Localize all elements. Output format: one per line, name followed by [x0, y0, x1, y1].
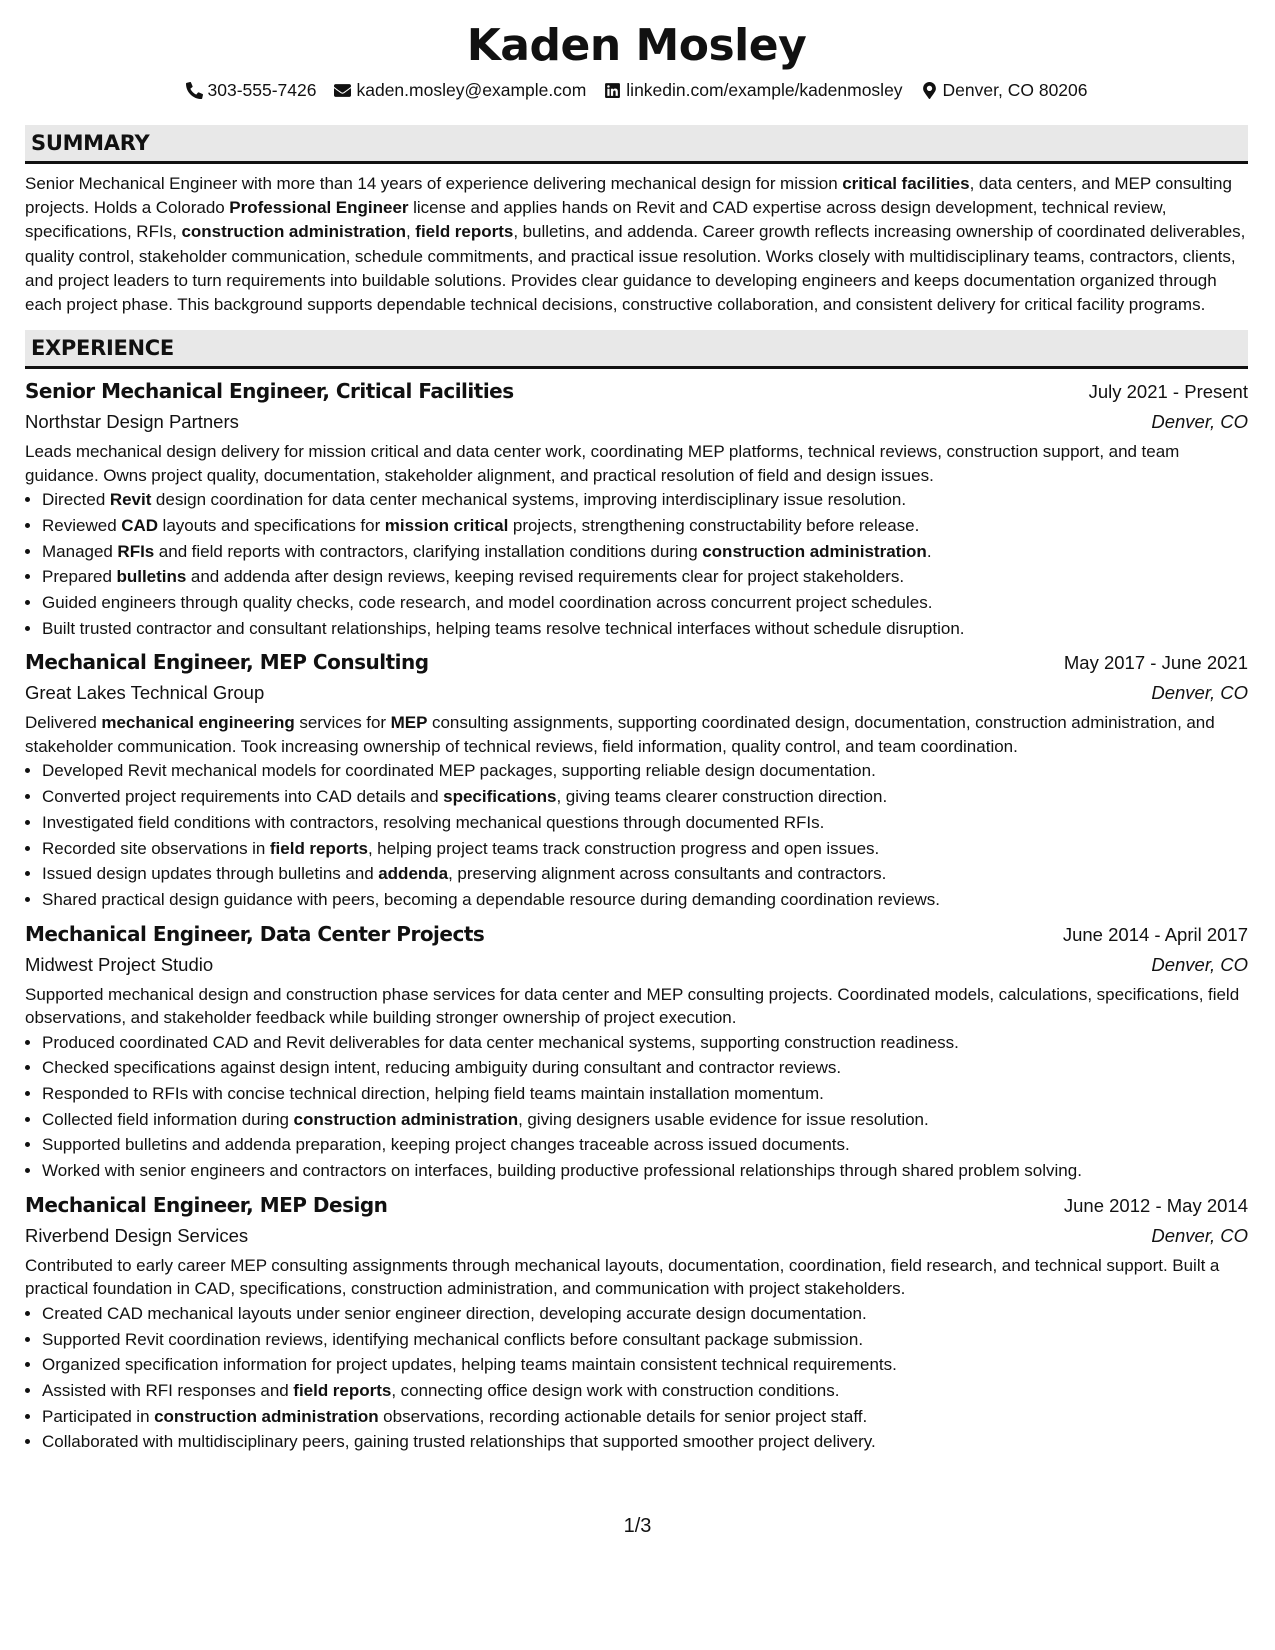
bullet-item [42, 1030, 1248, 1056]
bullet-item [42, 836, 1248, 862]
bullet-item [42, 616, 1248, 642]
job-location: Denver, CO [1151, 1224, 1248, 1246]
bold-text: specifications [443, 787, 557, 807]
job-title-row [25, 1190, 1248, 1221]
bullet-item [42, 1081, 1248, 1107]
text-segment: and field reports with contractors, clarifying installation conditions during [154, 541, 703, 561]
bold-text: field reports [415, 222, 514, 242]
job-dates: June 2012 - May 2014 [1063, 1194, 1248, 1216]
contact-email[interactable] [334, 78, 586, 102]
job-company-row [25, 950, 1248, 980]
text-segment: Supported Revit coordination reviews, identifying mechanical conflicts before consultant package submission. [42, 1329, 864, 1349]
phone-icon [186, 82, 203, 99]
linkedin-icon [604, 82, 621, 99]
bullet-item [42, 1404, 1248, 1430]
job-entry [25, 919, 1248, 1184]
job-title-row [25, 919, 1248, 950]
job-bullets [25, 487, 1248, 641]
job-dates: May 2017 - June 2021 [1063, 652, 1248, 674]
email-address[interactable]: kaden.mosley@example.com [356, 80, 587, 100]
job-entry [25, 376, 1248, 641]
text-segment: Assisted with RFI responses and [42, 1380, 294, 1400]
job-dates: June 2014 - April 2017 [1062, 923, 1248, 945]
text-segment: , giving teams clearer construction direction. [556, 787, 888, 807]
bullet-item [42, 564, 1248, 590]
text-segment: Guided engineers through quality checks, code research, and model coordination across concurrent project schedules. [42, 593, 933, 613]
text-segment: Delivered [25, 713, 102, 733]
text-segment: Reviewed [42, 515, 122, 535]
bullet-item [42, 1301, 1248, 1327]
contact-phone [186, 78, 317, 102]
job-bullets [25, 1301, 1248, 1455]
bold-text: RFIs [117, 541, 155, 561]
text-segment: Produced coordinated CAD and Revit deliverables for data center mechanical systems, supporting construction readiness. [42, 1032, 959, 1052]
text-segment: , preserving alignment across consultants and contractors. [448, 864, 887, 884]
candidate-name: Kaden Mosley [466, 20, 807, 71]
text-segment: , data centers, and MEP consulting projects. Holds a Colorado [25, 174, 1232, 218]
bold-text: critical facilities [842, 174, 970, 193]
bullet-item [42, 1107, 1248, 1133]
linkedin-url[interactable]: linkedin.com/example/kadenmosley [626, 80, 903, 100]
map-marker-icon [921, 82, 938, 99]
text-segment: , helping project teams track construction progress and open issues. [367, 838, 880, 858]
bold-text: construction administration [293, 1109, 519, 1129]
text-segment: observations, recording actionable details for senior project staff. [378, 1406, 868, 1426]
location-text: Denver, CO 80206 [942, 80, 1088, 100]
job-company-row [25, 1221, 1248, 1251]
text-segment: Created CAD mechanical layouts under senior engineer direction, developing accurate design documentation. [42, 1303, 867, 1323]
job-location: Denver, CO [1151, 682, 1248, 704]
text-segment: projects, strengthening constructability before release. [508, 515, 920, 535]
bold-text: construction administration [702, 541, 927, 561]
text-segment: Directed [42, 490, 110, 510]
bold-text: mechanical engineering [101, 713, 295, 733]
text-segment: design coordination for data center mechanical systems, improving interdisciplinary issue resolution. [151, 490, 907, 510]
bullet-item [42, 887, 1248, 913]
text-segment: Shared practical design guidance with peers, becoming a dependable resource during demanding coordination reviews. [42, 889, 941, 909]
text-segment: Checked specifications against design intent, reducing ambiguity during consultant and contractor reviews. [42, 1058, 842, 1078]
text-segment: Collaborated with multidisciplinary peers, gaining trusted relationships that supported smoother project delivery. [42, 1432, 876, 1452]
job-dates: July 2021 - Present [1088, 381, 1248, 403]
text-segment: layouts and specifications for [158, 515, 385, 535]
bold-text: Revit [109, 490, 152, 510]
job-bullets [25, 758, 1248, 912]
bullet-item [42, 1378, 1248, 1404]
resume-page [25, 20, 1248, 1455]
bold-text: construction administration [154, 1406, 379, 1426]
bullet-item [42, 1158, 1248, 1184]
bold-text: construction administration [181, 222, 407, 242]
job-title-row [25, 647, 1248, 678]
summary-heading: SUMMARY [25, 125, 1248, 164]
text-segment: . [926, 541, 932, 561]
job-description [25, 1254, 1248, 1301]
page-number: 1/3 [623, 1515, 652, 1537]
job-company-row [25, 678, 1248, 708]
job-title: Mechanical Engineer, MEP Design [25, 1192, 388, 1217]
bold-text: addenda [378, 864, 449, 884]
bullet-item [42, 1327, 1248, 1353]
text-segment: Developed Revit mechanical models for coordinated MEP packages, supporting reliable design documentation. [42, 761, 876, 781]
bold-text: field reports [269, 838, 368, 858]
text-segment: , connecting office design work with construction conditions. [391, 1380, 840, 1400]
text-segment: license and applies hands on Revit and CAD expertise across design development, technical review, specifications, RFIs, [25, 198, 1167, 242]
bold-text: bulletins [116, 567, 187, 587]
text-segment: Issued design updates through bulletins and [42, 864, 379, 884]
text-segment: Recorded site observations in [42, 838, 270, 858]
text-segment: Senior Mechanical Engineer with more than 14 years of experience delivering mechanical design for mission [25, 174, 843, 193]
text-segment: services for [294, 713, 391, 733]
job-bullets [25, 1030, 1248, 1184]
job-description [25, 711, 1248, 758]
bullet-item [42, 487, 1248, 513]
company-name: Northstar Design Partners [25, 411, 239, 433]
job-location: Denver, CO [1151, 953, 1248, 975]
bold-text: Professional Engineer [229, 198, 409, 218]
bullet-item [42, 784, 1248, 810]
bullet-item [42, 513, 1248, 539]
company-name: Riverbend Design Services [25, 1224, 249, 1246]
bullet-item [42, 590, 1248, 616]
text-segment: Investigated field conditions with contractors, resolving mechanical questions through documented RFIs. [42, 812, 825, 832]
text-segment: , bulletins, and addenda. Career growth reflects increasing ownership of coordinated deliverables, quality control, stakeholder communication, schedule commitments, and practical issue resolution. Works closely with multidisciplinary teams, contractors, clients, and project leaders to turn requirements into buildable solutions. Provides clear guidance to developing engineers and keeps documentation organized through each project phase. This background supports dependable technical decisions, constructive collaboration, and consistent delivery for critical facility programs. [25, 222, 1246, 315]
summary-text [25, 172, 1248, 317]
phone-number: 303-555-7426 [207, 80, 317, 100]
text-segment: Managed [42, 541, 118, 561]
job-title: Mechanical Engineer, MEP Consulting [25, 650, 429, 675]
bullet-item [42, 810, 1248, 836]
job-description [25, 440, 1248, 487]
contact-location [921, 78, 1088, 102]
text-segment: , giving designers usable evidence for issue resolution. [518, 1109, 929, 1129]
text-segment: and addenda after design reviews, keeping revised requirements clear for project stakeholders. [186, 567, 905, 587]
text-segment: Built trusted contractor and consultant relationships, helping teams resolve technical interfaces without schedule disruption. [42, 618, 965, 638]
job-title: Senior Mechanical Engineer, Critical Facilities [25, 379, 514, 404]
bold-text: CAD [121, 515, 159, 535]
experience-heading: EXPERIENCE [25, 330, 1248, 369]
bullet-item [42, 758, 1248, 784]
text-segment: Worked with senior engineers and contractors on interfaces, building productive professional relationships through shared problem solving. [42, 1161, 1082, 1181]
text-segment: Converted project requirements into CAD details and [42, 787, 444, 807]
bold-text: mission critical [384, 515, 509, 535]
experience-list [25, 376, 1248, 1455]
text-segment: Organized specification information for project updates, helping teams maintain consistent technical requirements. [42, 1355, 897, 1375]
text-segment: Participated in [42, 1406, 155, 1426]
job-company-row [25, 407, 1248, 437]
contact-bar [25, 78, 1248, 102]
job-entry [25, 647, 1248, 912]
text-segment: Supported bulletins and addenda preparation, keeping project changes traceable across issued documents. [42, 1135, 850, 1155]
bullet-item [42, 1429, 1248, 1455]
text-segment: Supported mechanical design and construction phase services for data center and MEP consulting projects. Coordinated models, calculations, specifications, field observations, and stakeholder feedback while building stronger ownership of project execution. [25, 984, 1240, 1028]
company-name: Great Lakes Technical Group [25, 682, 265, 704]
text-segment: Collected field information during [42, 1109, 294, 1129]
text-segment: Leads mechanical design delivery for mission critical and data center work, coordinating MEP platforms, technical reviews, construction support, and team guidance. Owns project quality, documentation, stakeholder alignment, and practical resolution of field and design issues. [25, 442, 1180, 485]
bullet-item [42, 1055, 1248, 1081]
text-segment: Responded to RFIs with concise technical direction, helping field teams maintain installation momentum. [42, 1084, 824, 1104]
envelope-icon [334, 82, 351, 99]
bullet-item [42, 1352, 1248, 1378]
bold-text: MEP [390, 713, 428, 733]
job-title-row [25, 376, 1248, 407]
text-segment: Prepared [42, 567, 117, 587]
job-entry [25, 1190, 1248, 1455]
bullet-item [42, 1132, 1248, 1158]
contact-linkedin[interactable] [604, 78, 902, 102]
text-segment: consulting assignments, supporting coordinated design, documentation, construction administration, and stakeholder communication. Took increasing ownership of technical reviews, field information, quality control, and team coordination. [25, 713, 1215, 756]
text-segment: , [406, 222, 416, 242]
bullet-item [42, 539, 1248, 565]
job-title: Mechanical Engineer, Data Center Projects [25, 921, 485, 946]
bold-text: field reports [293, 1380, 392, 1400]
text-segment: Contributed to early career MEP consulting assignments through mechanical layouts, documentation, coordination, field research, and technical support. Built a practical foundation in CAD, specifications, construction administration, and communication with project stakeholders. [25, 1255, 1220, 1299]
company-name: Midwest Project Studio [25, 953, 214, 975]
bullet-item [42, 861, 1248, 887]
job-description [25, 983, 1248, 1030]
job-location: Denver, CO [1151, 411, 1248, 433]
